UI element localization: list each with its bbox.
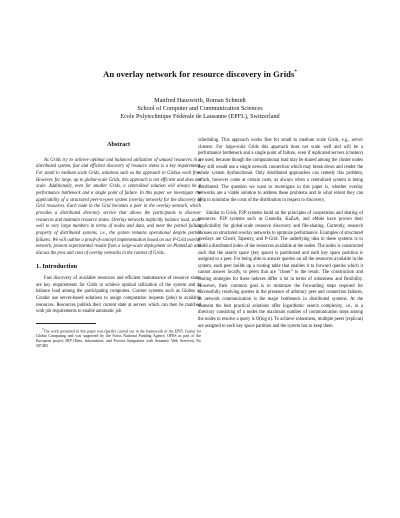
- title-text: An overlay network for resource discovery in Grids: [103, 69, 295, 79]
- author-block: [0, 97, 400, 121]
- author-names: Manfred Hauswirth, Roman Schmidt: [154, 97, 246, 104]
- footnote-mark: *: [42, 327, 44, 332]
- footnote: [36, 327, 201, 349]
- affiliation-institution: Ecole Polytechnique Fédérale de Lausanne (EPFL), Switzerland: [120, 113, 280, 120]
- body-paragraph-p2p: Similar to Grids, P2P systems build on the principles of cooperation and sharing of resources. P2P systems such as Gnutella, KaZaA, and eMule have proven their applicability for global-scale resource discovery and file-sharing. Currently, research focuses on structured overlay networks to optimize performance. Examples of structured overlays are Chord, Tapestry, and P-Grid. The underlying idea in these systems is to build a distributed index of the resources available at the nodes. The index is constructed such that the search space (key space) is partitioned and each key space partition is assigned to a peer. For being able to answer queries on all the resources available in the system, each peer builds up a routing table that enables it to forward queries which it cannot answer locally, to peers that are "closer" to the result. The construction and routing strategies for these indexes differ a lot in terms of robustness and flexibility. However, their common goal is to minimize the forwarding steps required for successfully resolving queries in the presence of arbitrary peer and connection failures, as network communication is the major bottleneck in distributed systems. At the moment the best practical solutions offer logarithmic search complexity, i.e., in a directory consisting of n nodes the maximum number of communication steps among the nodes to resolve a query is O(log n). To achieve robustness, multiple peers (replicas) are assigned to each key space partition and the system has to keep them: [198, 210, 363, 329]
- abstract-text: As Grids try to achieve optimal and balanced utilization of unused resources in a distributed system, fast and efficient discovery of resource states is a key requirement. For small to medium scale Grids, solutions such as the approach in Globus work fine. However, for large, up to global-scale Grids, this approach is not efficient and does not scale. Additionally, even for smaller Grids, a centralized solution will always be a performance bottleneck and a single point of failure. In this paper we investigate the applicability of a structured peer-to-peer system (overlay network) for the discovery of Grid resources. Each node in the Grid becomes a peer in the overlay network, which provides a distributed directory service that allows the participants to discover resources and maintain resource states. Overlay networks implicitly balance load, scale well to very large numbers in terms of nodes and data, and meet the partial failure property of distributed systems, i.e., the system remains operational despite partial failures. We will outline a proof-of-concept implementation based on our P-Grid overlay network, present experimental results from a large-scale deployment on PlanetLab and discuss the pros and cons of overlay networks in the context of Grids.: [36, 157, 201, 256]
- abstract-heading: Abstract: [106, 141, 131, 148]
- paper-title: [0, 69, 400, 79]
- body-paragraph-continued: scheduling. This approach works fine for small to medium scale Grids, e.g., server clusters. For large-scale Grids this approach does not scale well and will be a performance bottleneck and a single point of failure, even if replicated servers (clusters) are used, because though the computational load may be shared among the cluster nodes they still would use a single network connection which may break down and render the whole system dysfunctional. Only distributed approaches can remedy this problem, which, however come at certain costs, as always when a centralized system is being distributed. The question we want to investigate in this paper is, whether overlay networks are a viable solution to address these problems and to what extent they can help to minimize the costs of the distribution in respect to discovery.: [198, 138, 363, 203]
- footnote-divider: [36, 323, 96, 324]
- left-column: [36, 138, 201, 349]
- section-heading-introduction: 1. Introduction: [36, 262, 78, 270]
- introduction-paragraph: Fast discovery of available resources and efficient maintenance of resource states are key requirements for Grids to achieve optimal utilization of the system and to balance load among the participating computers. Current systems such as Globus or Condor use server-based solutions to assign computation requests (jobs) to available resources. Resources publish their current state at servers which can then be matched with job requirements to enable automatic job: [36, 276, 201, 315]
- footnote-text: The work presented in this paper was (partly) carried out in the framework of the EPFL Center for Global Computing and was supported by the Swiss National Funding Agency OFES as part of the European project DIP (Data, Information, and Process Integration with Semantic Web Services) No 507483.: [36, 329, 201, 349]
- affiliation-school: School of Computer and Communication Sciences: [137, 105, 263, 112]
- title-footnote-mark: *: [294, 70, 297, 76]
- right-column: [198, 138, 363, 330]
